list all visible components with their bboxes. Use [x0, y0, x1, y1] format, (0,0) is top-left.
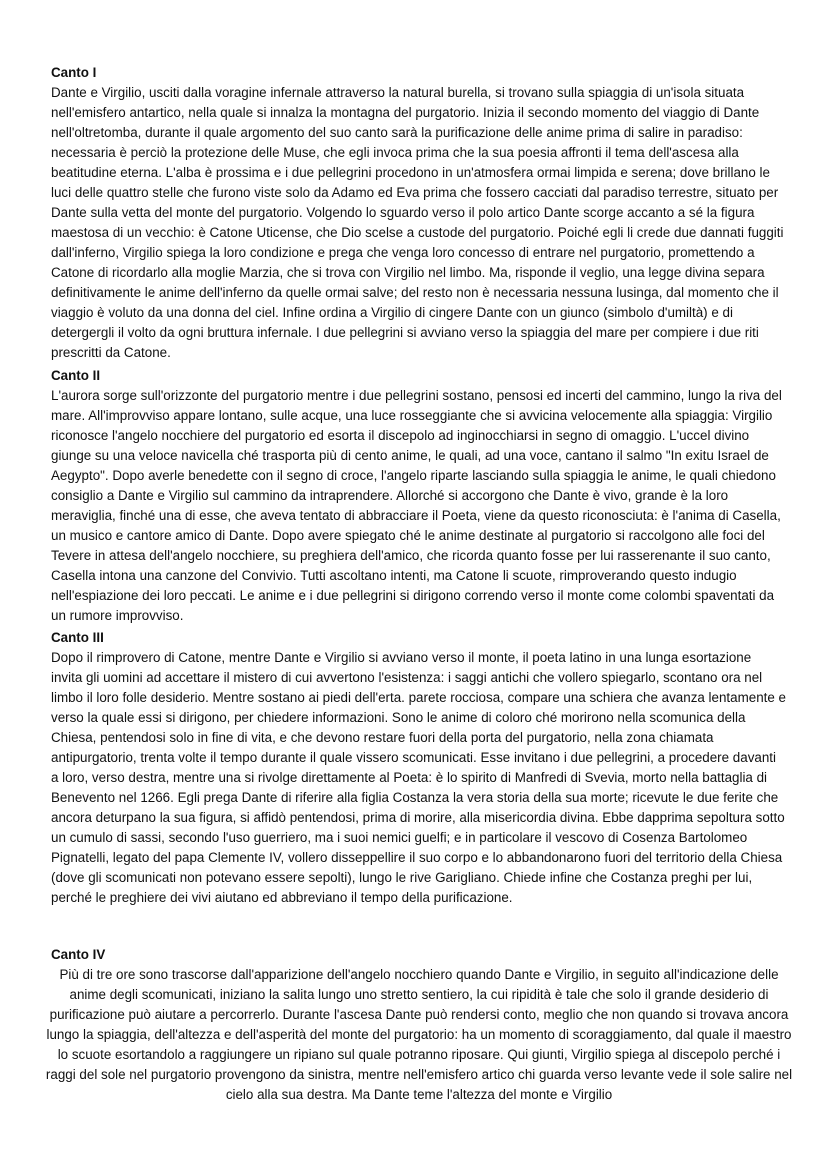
- canto-title: Canto III: [51, 630, 104, 645]
- canto-section-2: [51, 366, 786, 626]
- canto-title: Canto IV: [51, 947, 106, 962]
- canto-section-1: [51, 63, 786, 363]
- canto-title: Canto II: [51, 368, 101, 383]
- canto-title: Canto I: [51, 65, 97, 80]
- canto-text: L'aurora sorge sull'orizzonte del purgatorio mentre i due pellegrini sostano, pensosi ed incerti del cammino, lungo la riva del mare. All'improvviso appare lontano, sulle acque, una luce rosseggiante che si avvicina velocemente alla spiaggia: Virgilio riconosce l'angelo nocchiere del purgatorio ed esorta il discepolo ad inginocchiarsi in segno di omaggio. L'uccel divino giunge su una veloce navicella ché trasporta più di cento anime, le quali, ad una voce, cantano il salmo "In exitu Israel de Aegypto". Dopo averle benedette con il segno di croce, l'angelo riparte lasciando sulla spiaggia le anime, le quali chiedono consiglio a Dante e Virgilio sul cammino da intraprendere. Allorché si accorgono che Dante è vivo, grande è la loro meraviglia, finché una di esse, che aveva tentato di abbracciare il Poeta, viene da questo riconosciuta: è l'anima di Casella, un musico e cantore amico di Dante. Dopo avere spiegato ché le anime destinate al purgatorio si raccolgono alle foci del Tevere in attesa dell'angelo nocchiere, su preghiera dell'amico, che ricorda quanto fosse per lui rasserenante il suo canto, Casella intona una canzone del Convivio. Tutti ascoltano intenti, ma Catone li scuote, rimproverando questo indugio nell'espiazione dei loro peccati. Le anime e i due pellegrini si dirigono correndo verso il monte come colombi spaventati da un rumore improvviso.: [51, 388, 782, 623]
- canto-text: Dante e Virgilio, usciti dalla voragine infernale attraverso la natural burella, si trovano sulla spiaggia di un'isola situata nell'emisfero antartico, nella quale si innalza la montagna del purgatorio. Inizia il secondo momento del viaggio di Dante nell'oltretomba, durante il quale argomento del suo canto sarà la purificazione delle anime prima di salire in paradiso: necessaria è perciò la protezione delle Muse, che egli invoca prima che la sua poesia affronti il tema dell'ascesa alla beatitudine eterna. L'alba è prossima e i due pellegrini procedono in un'atmosfera ormai limpida e serena; dove brillano le luci delle quattro stelle che furono viste solo da Adamo ed Eva prima che fossero cacciati dal paradiso terrestre, situato per Dante sulla vetta del monte del purgatorio. Volgendo lo sguardo verso il polo artico Dante scorge accanto a sé la figura maestosa di un vecchio: è Catone Uticense, che Dio scelse a custode del purgatorio. Poiché egli li crede due dannati fuggiti dall'inferno, Virgilio spiega la loro condizione e prega che venga loro concesso di entrare nel purgatorio, promettendo a Catone di ricordarlo alla moglie Marzia, che si trova con Virgilio nel limbo. Ma, risponde il veglio, una legge divina separa definitivamente le anime dell'inferno da quelle ormai salve; del resto non è necessaria nessuna lusinga, dal momento che il viaggio è voluto da una donna del ciel. Infine ordina a Virgilio di cingere Dante con un giunco (simbolo d'umiltà) e di detergergli il volto da ogni bruttura infernale. I due pellegrini si avviano verso la spiaggia del mare per compiere i due riti prescritti da Catone.: [51, 85, 784, 360]
- canto-text: Dopo il rimprovero di Catone, mentre Dante e Virgilio si avviano verso il monte, il poeta latino in una lunga esortazione invita gli uomini ad accettare il mistero di cui avvertono l'esistenza: i saggi antichi che vollero spiegarlo, scontano ora nel limbo il loro folle desiderio. Mentre sostano ai piedi dell'erta. parete rocciosa, compare una schiera che avanza lentamente e verso la quale essi si dirigono, per chiedere informazioni. Sono le anime di coloro ché morirono nella scomunica della Chiesa, pentendosi solo in fine di vita, e che devono restare fuori della porta del purgatorio, nella zona chiamata antipurgatorio, trenta volte il tempo durante il quale vissero scomunicati. Esse invitano i due pellegrini, a procedere davanti a loro, verso destra, mentre una si rivolge direttamente al Poeta: è lo spirito di Manfredi di Svevia, morto nella battaglia di Benevento nel 1266. Egli prega Dante di riferire alla figlia Costanza la vera storia della sua morte; ricevute le due ferite che ancora deturpano la sua figura, si affidò pentendosi, prima di morire, alla misericordia divina. Ebbe dapprima sepoltura sotto un cumulo di sassi, secondo l'uso guerriero, ma i suoi nemici guelfi; e in particolare il vescovo di Cosenza Bartolomeo Pignatelli, legato del papa Clemente IV, vollero disseppellire il suo corpo e lo abbandonarono fuori del territorio della Chiesa (dove gli scomunicati non potevano essere sepolti), lungo le rive Garigliano. Chiede infine che Costanza preghi per lui, perché le preghiere dei vivi aiutano ed abbreviano il tempo della purificazione.: [51, 650, 786, 905]
- canto-section-4: [45, 945, 793, 1105]
- canto-section-3: [51, 628, 786, 908]
- canto-text: Più di tre ore sono trascorse dall'apparizione dell'angelo nocchiero quando Dante e Virgilio, in seguito all'indicazione delle anime degli scomunicati, iniziano la salita lungo uno stretto sentiero, la cui ripidità è tale che solo il grande desiderio di purificazione può aiutare a percorrerlo. Durante l'ascesa Dante può rendersi conto, meglio che non quando si trovava ancora lungo la spiaggia, dell'altezza e dell'asperità del monte del purgatorio: ha un momento di scoraggiamento, dal quale il maestro lo scuote esortandolo a raggiungere un ripiano sul quale potranno riposare. Qui giunti, Virgilio spiega al discepolo perché i raggi del sole nel purgatorio provengono da sinistra, mentre nell'emisfero artico chi guarda verso levante vede il sole salire nel cielo alla sua destra. Ma Dante teme l'altezza del monte e Virgilio: [45, 967, 793, 1102]
